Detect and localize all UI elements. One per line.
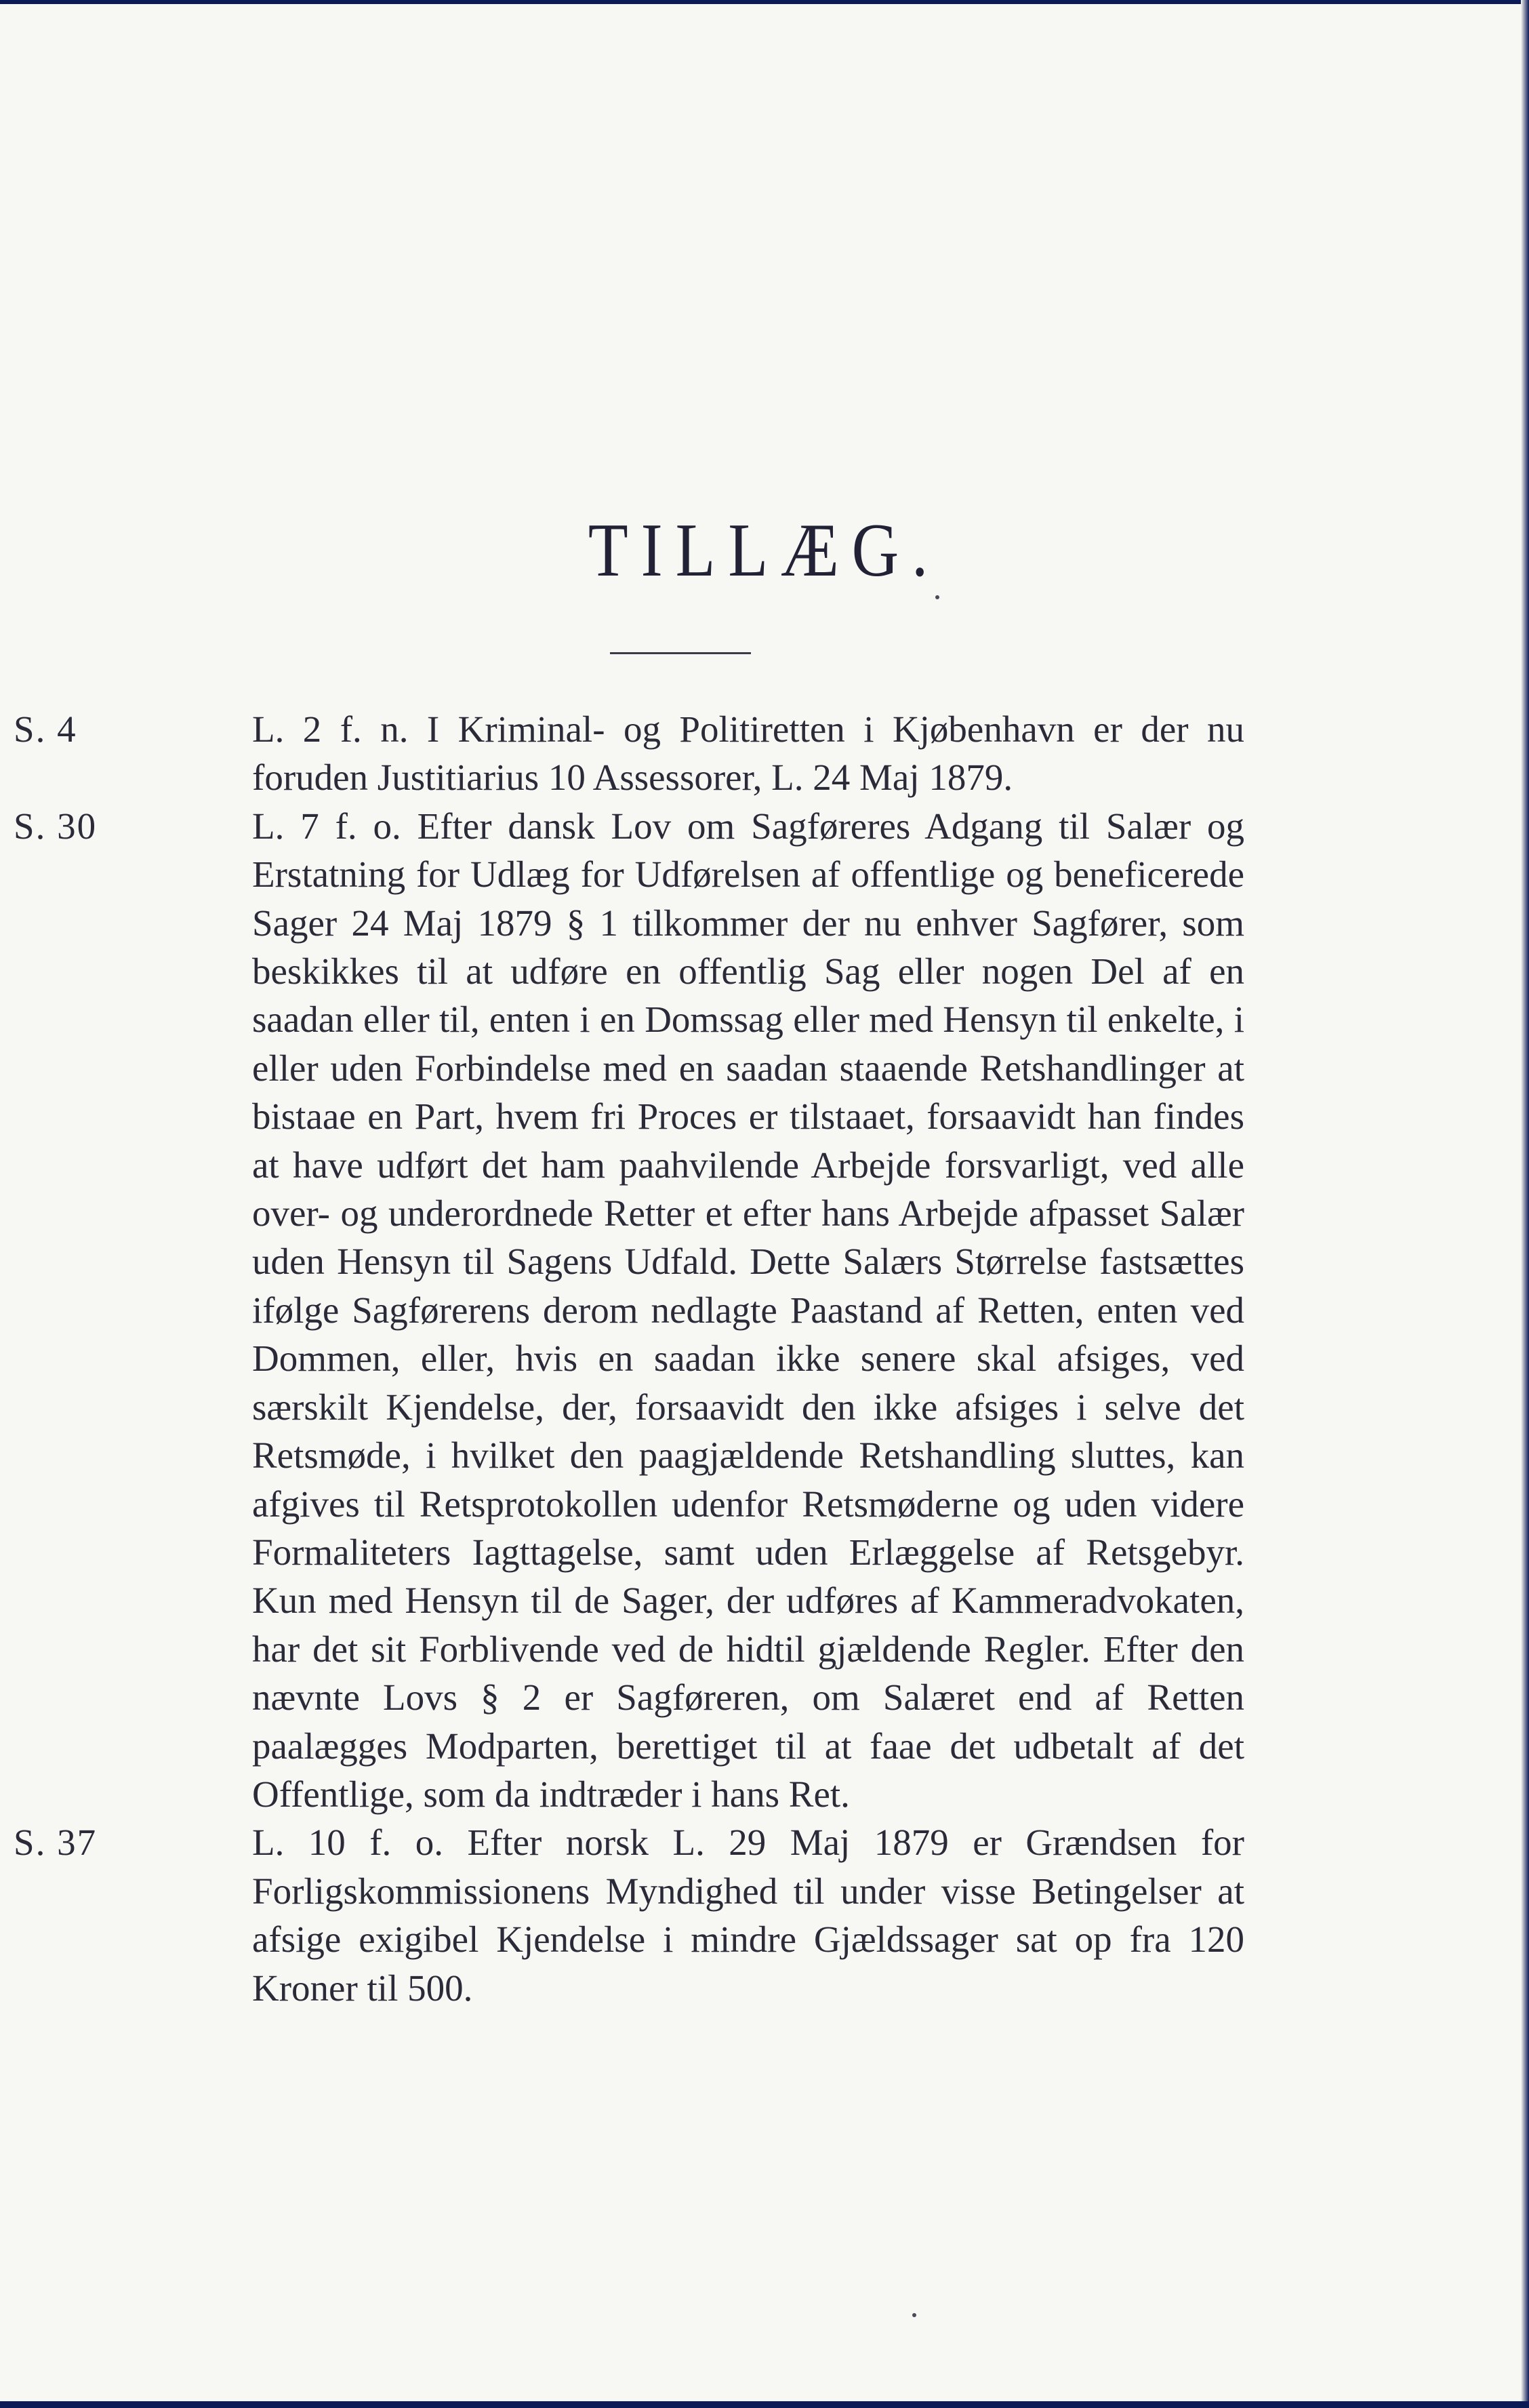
page-reference: S. 30	[14, 805, 98, 847]
addendum-paragraph	[14, 1818, 1244, 2012]
scan-border-right	[1521, 0, 1529, 2408]
paper-speck	[912, 2313, 916, 2317]
addendum-paragraph	[14, 802, 1244, 1819]
addendum-entry-s30	[14, 802, 1244, 1819]
paper-speck	[935, 595, 939, 599]
addendum-text: L. 10 f. o. Efter norsk L. 29 Maj 1879 er Grændsen for Forligskommissionens Myndighed til under visse Betingelser at afsige exigibel Kjendelse i mindre Gjældssager sat op fra 120 Kroner til 500.	[252, 1822, 1244, 2009]
addendum-entry-s37	[14, 1818, 1244, 2012]
page-reference: S. 37	[14, 1822, 98, 1864]
addendum-paragraph	[14, 705, 1244, 802]
addendum-entry-s4	[14, 705, 1244, 802]
scan-border-top	[0, 0, 1529, 4]
title-divider	[610, 652, 751, 654]
addendum-text: L. 2 f. n. I Kriminal- og Politiretten i Kjøbenhavn er der nu foruden Justitiarius 10 Assessorer, L. 24 Maj 1879.	[252, 708, 1244, 799]
page-reference: S. 4	[14, 708, 77, 750]
scan-border-bottom	[0, 2401, 1529, 2408]
page-title: TILLÆG.	[588, 508, 941, 593]
addendum-text: L. 7 f. o. Efter dansk Lov om Sagføreres Adgang til Salær og Erstatning for Udlæg for Udførelsen af offentlige og beneficerede Sager 24 Maj 1879 § 1 tilkommer der nu enhver Sagfører, som beskikkes til at udføre en offentlig Sag eller nogen Del af en saadan eller til, enten i en Domssag eller med Hensyn til enkelte, i eller uden Forbindelse med en saadan staaende Retshandlinger at bistaae en Part, hvem fri Proces er tilstaaet, forsaavidt han findes at have udført det ham paahvilende Arbejde forsvarligt, ved alle over- og underordnede Retter et efter hans Arbejde afpasset Salær uden Hensyn til Sagens Udfald. Dette Salærs Størrelse fastsættes ifølge Sagførerens derom nedlagte Paastand af Retten, enten ved Dommen, eller, hvis en saadan ikke senere skal afsiges, ved særskilt Kjendelse, der, forsaavidt den ikke afsiges i selve det Retsmøde, i hvilket den paagjældende Retshandling sluttes, kan afgives til Retsprotokollen udenfor Retsmøderne og uden videre Formaliteters Iagttagelse, samt uden Erlæggelse af Retsgebyr. Kun med Hensyn til de Sager, der udføres af Kammeradvokaten, har det sit Forblivende ved de hidtil gjældende Regler. Efter den nævnte Lovs § 2 er Sagføreren, om Salæret end af Retten paalægges Modparten, berettiget til at faae det udbetalt af det Offentlige, som da indtræder i hans Ret.	[252, 805, 1244, 1815]
addenda-list	[14, 705, 1244, 2012]
